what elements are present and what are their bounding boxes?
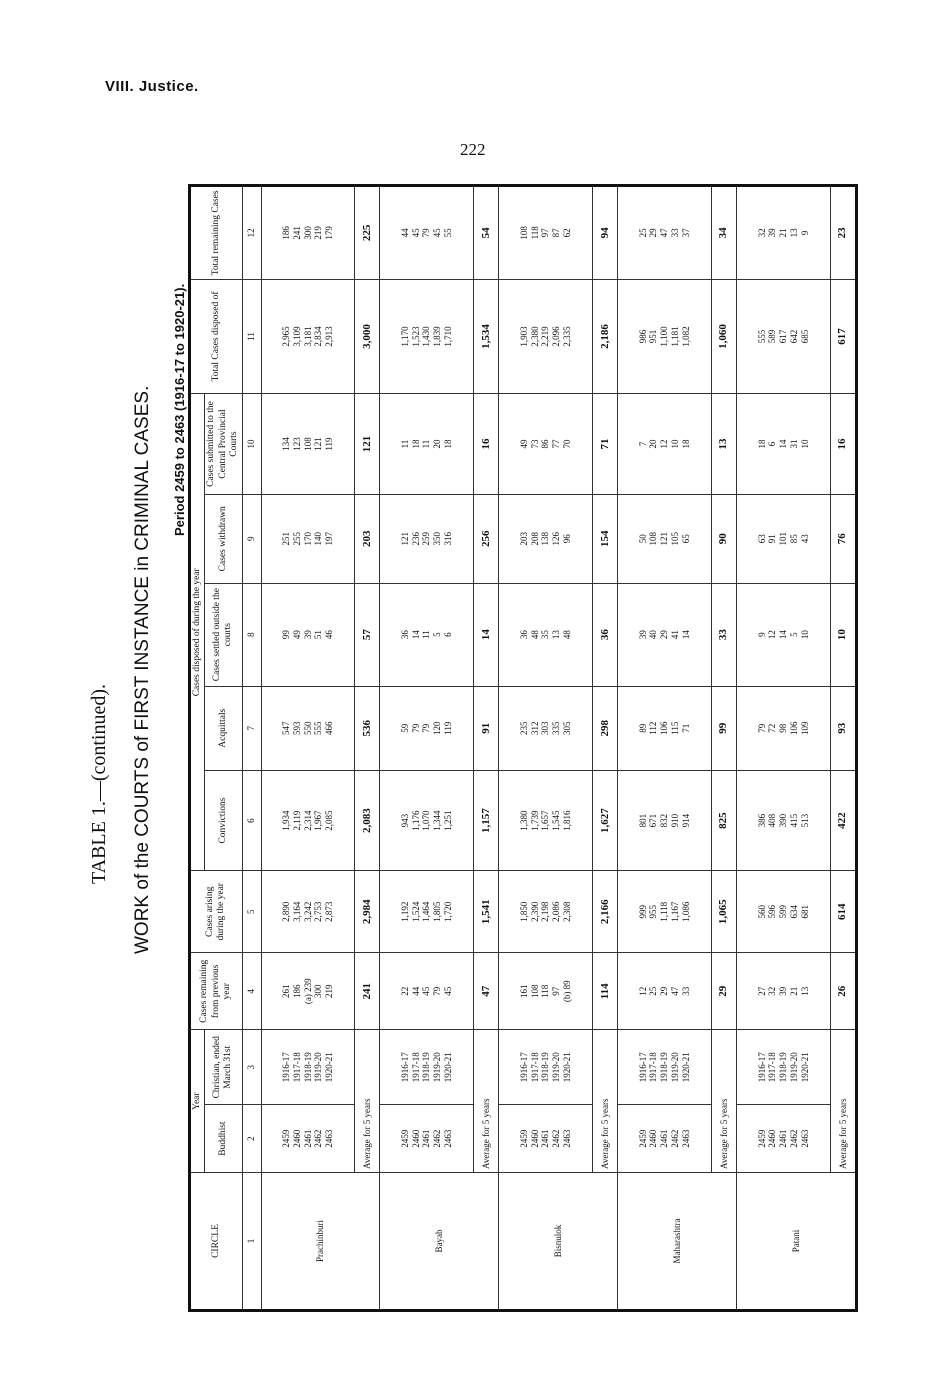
col-num: 2 [242, 1105, 261, 1173]
circle-name: Maharashtra [618, 1173, 737, 1311]
average-value: 99 [712, 686, 737, 770]
circle-data-row [499, 186, 593, 1311]
circle-name: Bisnulok [499, 1173, 618, 1311]
header-total-disposed: Total Cases disposed of [190, 279, 243, 394]
average-value: 29 [712, 953, 737, 1030]
average-value: 94 [593, 186, 618, 280]
col-num: 3 [242, 1030, 261, 1105]
average-row [831, 186, 857, 1311]
average-value: 1,060 [712, 279, 737, 394]
cell-c8: 9 12 14 5 10 [737, 583, 831, 686]
col-num: 10 [242, 394, 261, 495]
average-value: 33 [712, 583, 737, 686]
average-value: 203 [355, 494, 380, 583]
table-title: TABLE 1.—(continued). [88, 683, 110, 884]
cell-c6: 386 408 390 415 513 [737, 770, 831, 871]
cell-c12: 186 241 300 219 179 [261, 186, 355, 280]
table-subtitle: WORK of the COURTS of FIRST INSTANCE in CRIMINAL CASES. [132, 385, 153, 954]
cell-c6: 1,934 2,119 2,314 1,967 2,085 [261, 770, 355, 871]
cell-c11: 986 951 1,100 1,181 1,082 [618, 279, 712, 394]
cell-c7: 235 312 303 335 305 [499, 686, 593, 770]
average-value: 10 [831, 583, 857, 686]
average-value: 121 [355, 394, 380, 495]
cell-c5: 1,850 2,390 2,198 2,086 2,308 [499, 871, 593, 953]
average-label: Average for 5 years [355, 1030, 380, 1173]
cell-c8: 39 40 29 41 14 [618, 583, 712, 686]
header-remaining-prev: Cases remaining from previous year [190, 953, 243, 1030]
cell-c6: 943 1,176 1,070 1,344 1,251 [380, 770, 474, 871]
average-value: 825 [712, 770, 737, 871]
header-withdrawn: Cases withdrawn [205, 494, 242, 583]
cell-c11: 2,965 3,109 3,181 2,834 2,913 [261, 279, 355, 394]
cell-c5: 1,192 1,524 1,464 1,805 1,720 [380, 871, 474, 953]
period-label: Period 2459 to 2463 (1916-17 to 1920-21). [172, 283, 187, 536]
average-value: 23 [831, 186, 857, 280]
average-value: 93 [831, 686, 857, 770]
average-value: 298 [593, 686, 618, 770]
circle-name: Prachinburi [261, 1173, 380, 1311]
cell-c10: 11 18 11 20 18 [380, 394, 474, 495]
cell-c10: 7 20 12 10 18 [618, 394, 712, 495]
cell-buddhist: 2459 2460 2461 2462 2463 [380, 1105, 474, 1173]
cell-c4: 261 186 (a) 239 300 219 [261, 953, 355, 1030]
average-label: Average for 5 years [474, 1030, 499, 1173]
cell-c7: 79 72 98 106 109 [737, 686, 831, 770]
average-value: 1,157 [474, 770, 499, 871]
average-value: 617 [831, 279, 857, 394]
cell-christian: 1916-17 1917-18 1918-19 1919-20 1920-21 [618, 1030, 712, 1105]
average-value: 3,000 [355, 279, 380, 394]
average-value: 422 [831, 770, 857, 871]
cell-c11: 1,903 2,380 2,219 2,096 2,335 [499, 279, 593, 394]
header-acquittals: Acquittals [205, 686, 242, 770]
average-value: 57 [355, 583, 380, 686]
column-number-row [242, 186, 261, 1311]
header-year: Year [190, 1030, 205, 1173]
average-row [355, 186, 380, 1311]
average-value: 76 [831, 494, 857, 583]
average-row [474, 186, 499, 1311]
average-value: 241 [355, 953, 380, 1030]
cell-buddhist: 2459 2460 2461 2462 2463 [499, 1105, 593, 1173]
cell-c6: 1,380 1,739 1,657 1,545 1,816 [499, 770, 593, 871]
cell-christian: 1916-17 1917-18 1918-19 1919-20 1920-21 [261, 1030, 355, 1105]
cell-c9: 63 91 101 85 43 [737, 494, 831, 583]
cell-c9: 50 108 121 105 65 [618, 494, 712, 583]
cell-c10: 49 73 86 77 70 [499, 394, 593, 495]
cell-c12: 44 45 79 45 55 [380, 186, 474, 280]
col-num: 11 [242, 279, 261, 394]
average-value: 13 [712, 394, 737, 495]
average-value: 71 [593, 394, 618, 495]
average-value: 225 [355, 186, 380, 280]
average-label: Average for 5 years [593, 1030, 618, 1173]
col-num: 5 [242, 871, 261, 953]
section-header: VIII. Justice. [105, 78, 199, 95]
col-num: 8 [242, 583, 261, 686]
col-num: 7 [242, 686, 261, 770]
average-value: 90 [712, 494, 737, 583]
average-value: 36 [593, 583, 618, 686]
header-buddhist: Buddhist [205, 1105, 242, 1173]
circle-name: Bayab [380, 1173, 499, 1311]
cell-c4: 12 25 29 47 33 [618, 953, 712, 1030]
average-value: 154 [593, 494, 618, 583]
col-num: 4 [242, 953, 261, 1030]
average-label: Average for 5 years [831, 1030, 857, 1173]
average-value: 34 [712, 186, 737, 280]
header-convictions: Convictions [205, 770, 242, 871]
cell-c11: 1,170 1,523 1,430 1,839 1,710 [380, 279, 474, 394]
average-value: 91 [474, 686, 499, 770]
cell-c7: 89 112 106 115 71 [618, 686, 712, 770]
average-value: 536 [355, 686, 380, 770]
col-num: 9 [242, 494, 261, 583]
cell-c7: 59 79 79 120 119 [380, 686, 474, 770]
cell-c9: 121 236 259 350 316 [380, 494, 474, 583]
page-number: 222 [460, 140, 486, 159]
header-settled: Cases settled outside the courts [205, 583, 242, 686]
cell-c10: 18 6 14 31 10 [737, 394, 831, 495]
cell-c7: 547 593 550 555 466 [261, 686, 355, 770]
average-value: 1,534 [474, 279, 499, 394]
average-label: Average for 5 years [712, 1030, 737, 1173]
circle-name: Patani [737, 1173, 857, 1311]
cell-c9: 251 255 170 140 197 [261, 494, 355, 583]
cell-c12: 108 118 97 87 62 [499, 186, 593, 280]
cell-c12: 25 29 47 33 37 [618, 186, 712, 280]
average-row [712, 186, 737, 1311]
col-num: 6 [242, 770, 261, 871]
cell-c8: 36 48 35 13 48 [499, 583, 593, 686]
circle-data-row [737, 186, 831, 1311]
cell-buddhist: 2459 2460 2461 2462 2463 [618, 1105, 712, 1173]
average-value: 2,083 [355, 770, 380, 871]
cell-c9: 203 208 138 126 96 [499, 494, 593, 583]
table-body [261, 186, 856, 1311]
average-value: 614 [831, 871, 857, 953]
cell-c4: 161 108 118 97 (b) 89 [499, 953, 593, 1030]
average-value: 16 [831, 394, 857, 495]
cell-c12: 32 39 21 13 9 [737, 186, 831, 280]
average-value: 114 [593, 953, 618, 1030]
average-value: 54 [474, 186, 499, 280]
average-value: 256 [474, 494, 499, 583]
circle-data-row [261, 186, 355, 1311]
cell-christian: 1916-17 1917-18 1918-19 1919-20 1920-21 [737, 1030, 831, 1105]
header-total-remaining: Total remaining Cases [190, 186, 243, 280]
average-value: 47 [474, 953, 499, 1030]
col-num: 12 [242, 186, 261, 280]
cell-buddhist: 2459 2460 2461 2462 2463 [261, 1105, 355, 1173]
cell-c6: 801 671 832 910 914 [618, 770, 712, 871]
cell-c10: 134 123 108 121 119 [261, 394, 355, 495]
average-value: 1,065 [712, 871, 737, 953]
cell-c4: 22 44 45 79 45 [380, 953, 474, 1030]
average-value: 16 [474, 394, 499, 495]
header-christian: Christian, ended March 31st [205, 1030, 242, 1105]
average-value: 1,541 [474, 871, 499, 953]
cell-c5: 560 596 599 634 681 [737, 871, 831, 953]
average-row [593, 186, 618, 1311]
cell-c8: 99 49 39 51 46 [261, 583, 355, 686]
circle-data-row [618, 186, 712, 1311]
cell-christian: 1916-17 1917-18 1918-19 1919-20 1920-21 [380, 1030, 474, 1105]
header-arising: Cases arising during the year [190, 871, 243, 953]
cell-c11: 555 589 617 642 685 [737, 279, 831, 394]
cell-c8: 36 14 11 5 6 [380, 583, 474, 686]
cell-christian: 1916-17 1917-18 1918-19 1919-20 1920-21 [499, 1030, 593, 1105]
cell-buddhist: 2459 2460 2461 2462 2463 [737, 1105, 831, 1173]
header-circle: CIRCLE [190, 1173, 243, 1311]
average-value: 26 [831, 953, 857, 1030]
col-num: 1 [242, 1173, 261, 1311]
average-value: 2,186 [593, 279, 618, 394]
average-value: 1,627 [593, 770, 618, 871]
circle-data-row [380, 186, 474, 1311]
average-value: 2,984 [355, 871, 380, 953]
average-value: 14 [474, 583, 499, 686]
average-value: 2,166 [593, 871, 618, 953]
header-disposed-group: Cases disposed of during the year [190, 394, 205, 871]
criminal-cases-table [188, 184, 858, 1312]
cell-c5: 999 955 1,118 1,167 1,086 [618, 871, 712, 953]
header-submitted: Cases submitted to the Central Provincial Courts [205, 394, 242, 495]
cell-c4: 27 32 39 21 13 [737, 953, 831, 1030]
cell-c5: 2,890 3,164 3,242 2,753 2,873 [261, 871, 355, 953]
